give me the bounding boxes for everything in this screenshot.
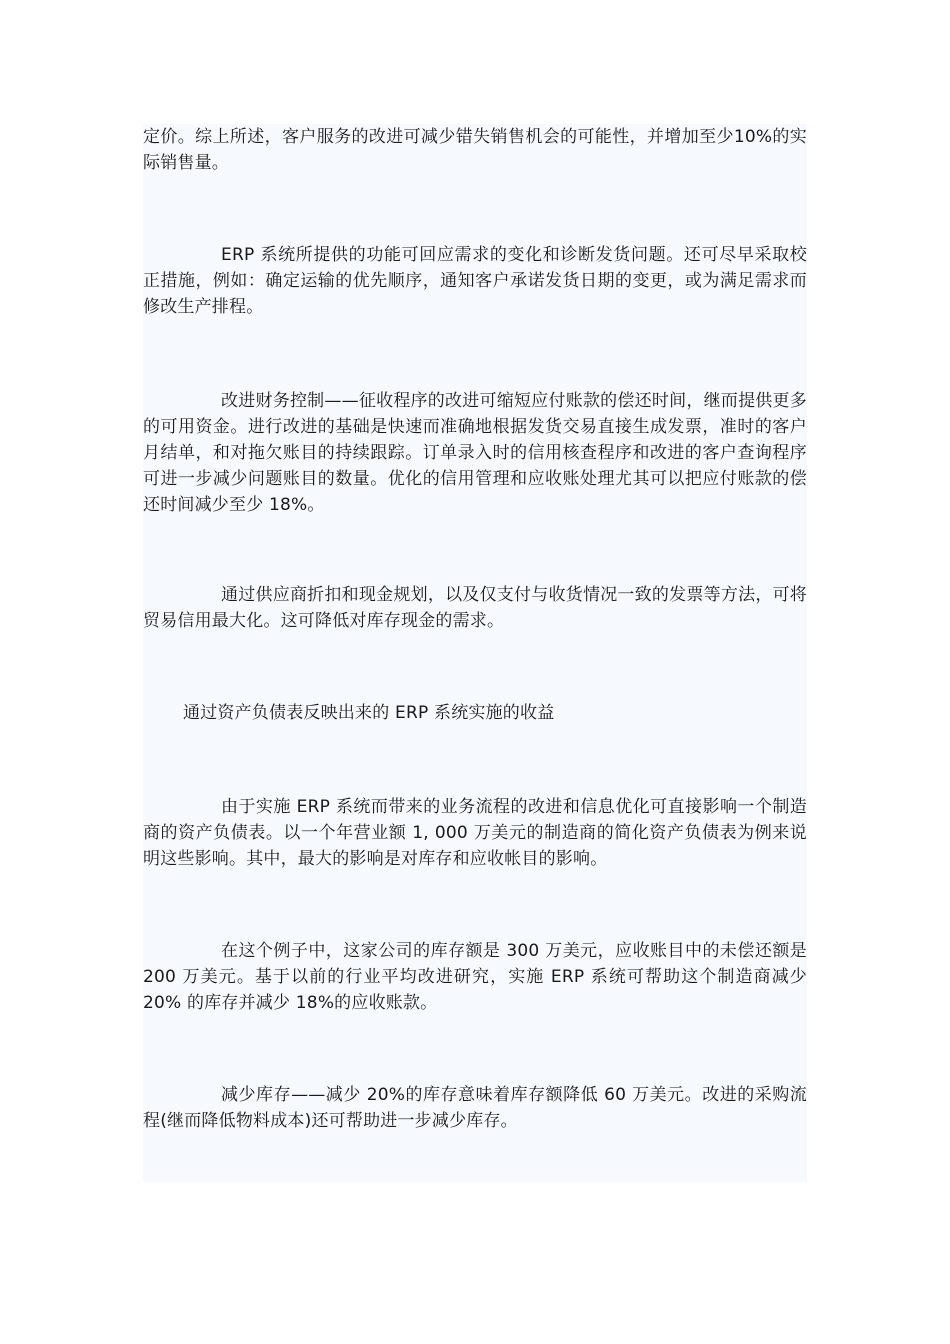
section-heading: 通过资产负债表反映出来的 ERP 系统实施的收益 xyxy=(183,703,555,723)
paragraph-example: 在这个例子中，这家公司的库存额是 300 万美元，应收账目中的未偿还额是 200 万美元。基于以前的行业平均改进研究，实施 ERP 系统可帮助这个制造商减少 20% 的库存并减少 18%的应收账款。 xyxy=(143,941,807,1013)
document-text-block xyxy=(143,124,807,1182)
paragraph-sales-summary: 定价。综上所述，客户服务的改进可减少错失销售机会的可能性，并增加至少10%的实际销售量。 xyxy=(143,127,807,173)
paragraph-balance-sheet: 由于实施 ERP 系统而带来的业务流程的改进和信息优化可直接影响一个制造商的资产负债表。以一个年营业额 1, 000 万美元的制造商的简化资产负债表为例来说明这些影响。其中，最大的影响是对库存和应收帐目的影响。 xyxy=(143,797,807,869)
paragraph-financial-control: 改进财务控制——征收程序的改进可缩短应付账款的偿还时间，继而提供更多的可用资金。进行改进的基础是快速而准确地根据发货交易直接生成发票，准时的客户月结单，和对拖欠账目的持续跟踪。订单录入时的信用核查程序和改进的客户查询程序可进一步减少问题账目的数量。优化的信用管理和应收账处理尤其可以把应付账款的偿还时间减少至少 18%。 xyxy=(143,391,807,515)
paragraph-erp-functions: ERP 系统所提供的功能可回应需求的变化和诊断发货问题。还可尽早采取校正措施，例如：确定运输的优先顺序，通知客户承诺发货日期的变更，或为满足需求而修改生产排程。 xyxy=(143,245,807,317)
paragraph-trade-credit: 通过供应商折扣和现金规划，以及仅支付与收货情况一致的发票等方法，可将贸易信用最大化。这可降低对库存现金的需求。 xyxy=(143,585,807,631)
paragraph-inventory-reduction: 减少库存——减少 20%的库存意味着库存额降低 60 万美元。改进的采购流程(继而降低物料成本)还可帮助进一步减少库存。 xyxy=(143,1085,807,1131)
